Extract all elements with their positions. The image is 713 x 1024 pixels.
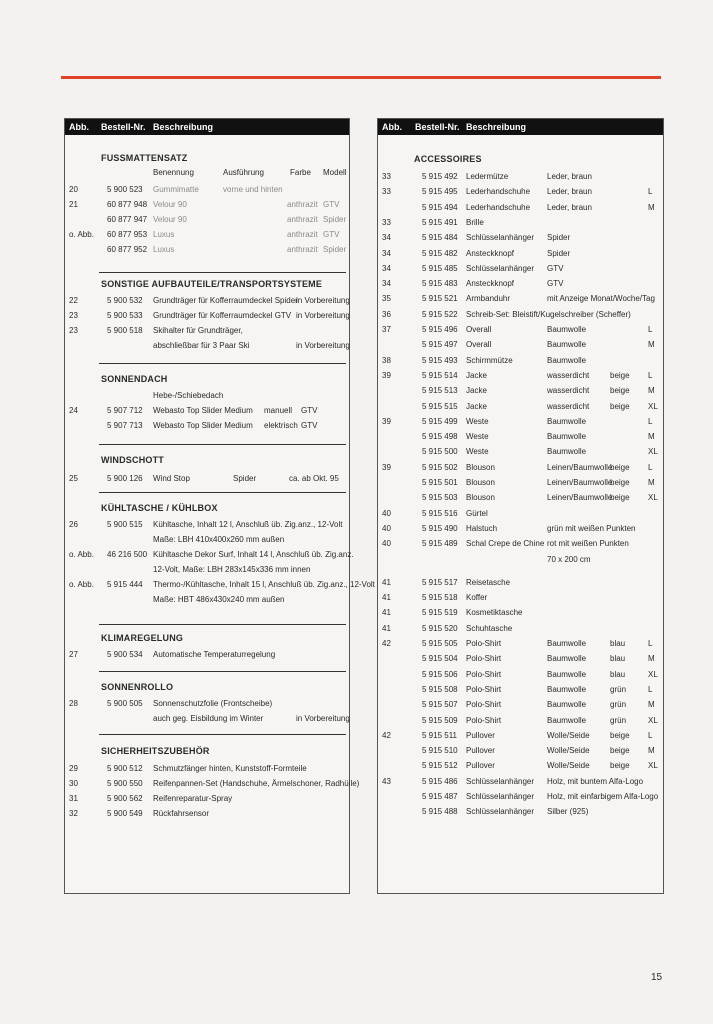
section-rule [99,272,346,273]
cell-desc: Blouson [466,493,495,503]
cell-d1: grün mit weißen Punkten [547,523,636,533]
cell-desc: Polo-Shirt [466,669,502,679]
cell-d3: M [648,746,655,756]
table-row [378,307,663,322]
table-row [378,414,663,429]
table-row [378,383,663,398]
cell-abb: 42 [382,730,391,740]
cell-d1: Leder, braun [547,187,592,197]
cell-desc: Pullover [466,746,495,756]
table-row: 32 5 900 549 Rückfahrsensor [69,809,210,818]
cell-nr: 5 915 485 [422,263,458,273]
cell-desc: Schlüsselanhänger [466,776,535,786]
cell-abb: 39 [382,370,391,380]
section-rule [99,444,346,445]
cell-d1: rot mit weißen Punkten [547,539,629,549]
table-row: 29 5 900 512 Schmutzfänger hinten, Kunststoff-Formteile [69,764,307,773]
table-row [378,682,663,697]
cell-nr: 5 915 508 [422,684,458,694]
cell-desc: Jacke [466,370,487,380]
cell-desc: Jacke [466,386,487,396]
cell-d2: grün [610,715,627,725]
cell-desc: Pullover [466,730,495,740]
table-row [378,774,663,789]
table-row [378,575,663,590]
cell-nr: 5 915 494 [422,202,458,212]
cell-d1: Leinen/Baumwolle [547,462,613,472]
cell-d1: Baumwolle [547,340,587,350]
cell-d2: grün [610,700,627,710]
cell-abb: 40 [382,539,391,549]
cell-d2: beige [610,730,630,740]
cell-d1: Wolle/Seide [547,746,590,756]
cell-desc: Reisetasche [466,577,511,587]
table-row: 60 877 952 Luxus anthrazit Spider [107,245,347,254]
table-row [378,713,663,728]
cell-desc: Ansteckknopf [466,279,515,289]
section-title: KLIMAREGELUNG [101,633,184,643]
cell-d1: Baumwolle [547,325,587,334]
section-title-accessoires: ACCESSOIRES [414,154,482,164]
cell-desc: Schal Crepe de Chine [466,539,545,549]
table-row [378,200,663,215]
cell-abb: 33 [382,172,391,181]
cell-d2: beige [610,370,630,380]
cell-nr: 5 915 487 [422,792,458,801]
cell-desc: Brille [466,217,484,227]
cell-d1: wasserdicht [547,401,590,411]
cell-desc: Weste [466,432,489,442]
cell-d3: XL [648,401,658,411]
cell-d1: Leder, braun [547,202,592,212]
cell-desc: Ansteckknopf [466,248,515,258]
cell-desc: Armbanduhr [466,294,511,304]
table-row [378,230,663,245]
cell-desc: Polo-Shirt [466,639,502,648]
cell-desc: Schlüsselanhänger [466,263,535,273]
table-row [378,490,663,505]
cell-desc: Halstuch [466,523,498,533]
cell-d2: blau [610,654,626,664]
cell-d2: beige [610,478,630,487]
table-row [378,667,663,682]
col-benennung: Benennung [153,168,194,177]
header-abb: Abb. [382,122,402,132]
cell-d1: wasserdicht [547,370,590,380]
cell-desc: Schreib-Set: Bleistift/Kugelschreiber (Scheffer) [466,309,631,319]
cell-d3: M [648,654,655,664]
table-row [378,743,663,758]
section-title: SONNENROLLO [101,682,174,692]
cell-d2: beige [610,761,630,771]
cell-d2: beige [610,386,630,396]
cell-nr: 5 915 495 [422,187,458,197]
cell-d2: beige [610,401,630,411]
header-beschreibung: Beschreibung [466,122,527,132]
table-row [378,246,663,261]
cell-nr: 5 915 504 [422,654,458,664]
cell-nr: 5 915 501 [422,478,458,487]
cell-nr: 5 915 520 [422,623,458,633]
cell-d3: XL [648,447,658,457]
table-row [378,651,663,666]
cell-nr: 5 915 512 [422,761,458,771]
right-table [377,118,664,894]
cell-d1: Baumwolle [547,639,587,648]
cell-d1: Spider [547,248,571,258]
cell-d1: mit Anzeige Monat/Woche/Tag [547,294,655,304]
cell-abb: 40 [382,523,391,533]
cell-nr: 5 915 518 [422,593,458,603]
table-row [378,536,663,551]
cell-abb: 37 [382,325,391,334]
table-row [378,789,663,804]
col-modell: Modell [323,168,347,177]
table-row [378,215,663,230]
cell-desc: Ledermütze [466,172,509,181]
left-table-header [65,119,349,135]
cell-d3: L [648,730,653,740]
section-title: WINDSCHOTT [101,455,164,465]
cell-d3: M [648,340,655,350]
table-row [378,291,663,306]
cell-d1: Baumwolle [547,669,587,679]
section-title: FUSSMATTENSATZ [101,153,188,163]
cell-abb: 36 [382,309,391,319]
cell-abb: 34 [382,263,391,273]
cell-d3: M [648,700,655,710]
cell-abb: 38 [382,355,391,365]
table-row: abschließbar für 3 Paar Ski in Vorbereitung [153,341,350,350]
cell-d2: grün [610,684,627,694]
red-divider [61,76,661,79]
col-ausfuehrung: Ausführung [223,168,264,177]
cell-nr: 5 915 516 [422,508,458,518]
col-farbe: Farbe [290,168,311,177]
table-row [378,605,663,620]
cell-desc: Weste [466,447,489,457]
cell-d1: Leinen/Baumwolle [547,493,613,503]
cell-d2: beige [610,746,630,756]
table-row [378,636,663,651]
cell-d1: Baumwolle [547,416,587,426]
table-row [378,276,663,291]
section-rule [99,624,346,625]
table-row: 30 5 900 550 Reifenpannen-Set (Handschuhe, Ärmelschoner, Radhülle) [69,779,360,788]
section-rule [99,671,346,672]
cell-desc: Schuhtasche [466,623,513,633]
cell-desc: Blouson [466,478,495,487]
section-title: SONSTIGE AUFBAUTEILE/TRANSPORTSYSTEME [101,279,323,289]
cell-nr: 5 915 509 [422,715,458,725]
cell-d1: GTV [547,279,564,289]
cell-d1: Baumwolle [547,355,587,365]
table-row: 23 5 900 518 Skihalter für Grundträger, [69,326,243,335]
cell-d2: beige [610,493,630,503]
table-row: 31 5 900 562 Reifenreparatur-Spray [69,794,233,803]
section-rule [99,734,346,735]
table-row [378,368,663,383]
page-number: 15 [651,972,663,983]
table-row: 20 5 900 523 Gummimatte vorne und hinten [69,185,283,194]
table-row: Maße: HBT 486x430x240 mm außen [153,595,285,604]
cell-nr: 5 915 496 [422,325,458,334]
cell-d3: XL [648,715,658,725]
header-bestell-nr: Bestell-Nr. [101,122,146,132]
cell-nr: 5 915 490 [422,523,458,533]
cell-desc: Weste [466,416,489,426]
table-row [378,506,663,521]
table-row [378,804,663,819]
cell-d1: Baumwolle [547,700,587,710]
cell-nr: 5 915 511 [422,730,457,740]
cell-abb: 43 [382,776,391,786]
cell-desc: Polo-Shirt [466,684,502,694]
cell-d3: L [648,639,653,648]
cell-d3: L [648,325,653,334]
cell-abb: 34 [382,279,391,289]
cell-nr: 5 915 506 [422,669,458,679]
cell-d1: Wolle/Seide [547,761,590,771]
cell-nr: 5 915 507 [422,700,458,710]
header-bestell-nr: Bestell-Nr. [415,122,460,132]
table-row [378,322,663,337]
cell-d3: M [648,478,655,487]
cell-abb: 42 [382,639,391,648]
right-table-header [378,119,663,135]
cell-abb: 41 [382,623,391,633]
cell-d1: Leder, braun [547,172,592,181]
table-row: 25 5 900 126 Wind Stop Spider ca. ab Okt. 95 [69,474,339,483]
cell-nr: 5 915 499 [422,416,458,426]
cell-d1: Silber (925) [547,807,589,817]
table-row: 28 5 900 505 Sonnenschutzfolie (Frontscheibe) [69,699,273,708]
cell-desc: Jacke [466,401,487,411]
cell-abb: 39 [382,462,391,472]
section-rule [99,363,346,364]
cell-d3: L [648,416,653,426]
cell-d1: Baumwolle [547,432,587,442]
table-row: Maße: LBH 410x400x260 mm außen [153,535,285,544]
cell-desc: Polo-Shirt [466,700,502,710]
cell-abb: 34 [382,233,391,243]
cell-d1: wasserdicht [547,386,590,396]
table-row [378,621,663,636]
cell-desc: Pullover [466,761,495,771]
section-title: SONNENDACH [101,374,168,384]
cell-nr: 5 915 484 [422,233,458,243]
cell-nr: 5 915 503 [422,493,458,503]
cell-d1: Leinen/Baumwolle [547,478,613,487]
table-row [378,590,663,605]
cell-nr: 5 915 517 [422,577,458,587]
cell-desc: Polo-Shirt [466,654,502,664]
table-row: 27 5 900 534 Automatische Temperaturregelung [69,650,276,659]
cell-nr: 5 915 522 [422,309,458,319]
cell-d1: Holz, mit einfarbigem Alfa-Logo [547,792,659,801]
cell-d3: L [648,370,653,380]
table-row [378,460,663,475]
cell-abb: 35 [382,294,391,304]
table-row: auch geg. Eisbildung im Winter in Vorbereitung [153,714,350,723]
table-row [378,261,663,276]
cell-desc: Schirmmütze [466,355,513,365]
table-row [378,521,663,536]
cell-desc: Schlüsselanhänger [466,807,535,817]
table-row: 5 907 713 Webasto Top Slider Medium elektrisch GTV [107,421,318,430]
cell-abb: 34 [382,248,391,258]
cell-d1: GTV [547,263,564,273]
header-beschreibung: Beschreibung [153,122,214,132]
cell-d2: blau [610,639,626,648]
cell-desc: Overall [466,325,492,334]
table-row: 21 60 877 948 Velour 90 anthrazit GTV [69,200,340,209]
cell-d3: M [648,432,655,442]
cell-desc: Kosmetiktasche [466,608,523,618]
table-row [378,353,663,368]
cell-desc: Koffer [466,593,488,603]
cell-nr: 5 915 489 [422,539,458,549]
cell-d1: Baumwolle [547,684,587,694]
table-row: 22 5 900 532 Grundträger für Kofferraumdeckel Spider in Vorbereitung [69,296,350,305]
cell-d3: M [648,386,655,396]
table-row: o. Abb. 60 877 953 Luxus anthrazit GTV [69,230,340,239]
cell-d3: L [648,462,653,472]
table-row: 12-Volt, Maße: LBH 283x145x336 mm innen [153,565,311,574]
cell-nr: 5 915 521 [422,294,458,304]
cell-desc: Lederhandschuhe [466,202,531,212]
cell-d1: Wolle/Seide [547,730,590,740]
table-row [378,552,663,567]
section-rule [99,492,346,493]
table-row [378,444,663,459]
cell-desc: Lederhandschuhe [466,187,531,197]
section-title: KÜHLTASCHE / KÜHLBOX [101,503,218,513]
cell-nr: 5 915 514 [422,370,458,380]
table-row [378,697,663,712]
cell-desc: Gürtel [466,508,488,518]
table-row: 24 5 907 712 Webasto Top Slider Medium manuell GTV [69,406,318,415]
cell-nr: 5 915 497 [422,340,458,350]
cell-nr: 5 915 482 [422,248,458,258]
table-row: Hebe-/Schiebedach [153,391,224,400]
cell-nr: 5 915 519 [422,608,458,618]
cell-desc: Polo-Shirt [466,715,502,725]
cell-d3: M [648,202,655,212]
cell-nr: 5 915 502 [422,462,458,472]
cell-abb: 41 [382,577,391,587]
cell-nr: 5 915 492 [422,172,458,181]
cell-desc: Schlüsselanhänger [466,792,535,801]
cell-nr: 5 915 483 [422,279,458,289]
table-row [378,337,663,352]
cell-d1: Baumwolle [547,447,587,457]
cell-abb: 41 [382,593,391,603]
cell-nr: 5 915 486 [422,776,458,786]
cell-nr: 5 915 488 [422,807,458,817]
table-row [378,475,663,490]
table-row [378,184,663,199]
section-title: SICHERHEITSZUBEHÖR [101,746,210,756]
table-row [378,758,663,773]
table-row [378,429,663,444]
cell-nr: 5 915 513 [422,386,458,396]
table-row [378,399,663,414]
cell-nr: 5 915 498 [422,432,458,442]
cell-d3: L [648,684,653,694]
cell-d2: blau [610,669,626,679]
left-table [64,118,375,894]
cell-abb: 33 [382,217,391,227]
cell-nr: 5 915 505 [422,639,458,648]
cell-d3: XL [648,669,658,679]
cell-nr: 5 915 493 [422,355,458,365]
cell-nr: 5 915 491 [422,217,458,227]
cell-d1: 70 x 200 cm [547,554,591,564]
table-row [378,728,663,743]
cell-nr: 5 915 500 [422,447,458,457]
header-abb: Abb. [69,122,89,132]
table-row: o. Abb. 46 216 500 Kühltasche Dekor Surf, Inhalt 14 l, Anschluß üb. Zig.anz. [69,550,354,559]
cell-nr: 5 915 515 [422,401,458,411]
cell-d1: Baumwolle [547,715,587,725]
table-row: 26 5 900 515 Kühltasche, Inhalt 12 l, Anschluß üb. Zig.anz., 12-Volt [69,520,343,529]
cell-d1: Holz, mit buntem Alfa-Logo [547,776,644,786]
table-row: 60 877 947 Velour 90 anthrazit Spider [107,215,347,224]
table-row: o. Abb. 5 915 444 Thermo-/Kühltasche, Inhalt 15 l, Anschluß üb. Zig.anz., 12-Volt [69,580,375,589]
cell-d3: XL [648,761,658,771]
cell-desc: Overall [466,340,492,350]
cell-nr: 5 915 510 [422,746,458,756]
cell-d1: Spider [547,233,571,243]
cell-desc: Blouson [466,462,495,472]
cell-desc: Schlüsselanhänger [466,233,535,243]
cell-d1: Baumwolle [547,654,587,664]
table-row: 23 5 900 533 Grundträger für Kofferraumdeckel GTV in Vorbereitung [69,311,350,320]
cell-abb: 41 [382,608,391,618]
cell-abb: 39 [382,416,391,426]
cell-d3: XL [648,493,658,503]
cell-d2: beige [610,462,630,472]
cell-abb: 33 [382,187,391,197]
cell-abb: 40 [382,508,391,518]
table-row [378,169,663,184]
cell-d3: L [648,187,653,197]
